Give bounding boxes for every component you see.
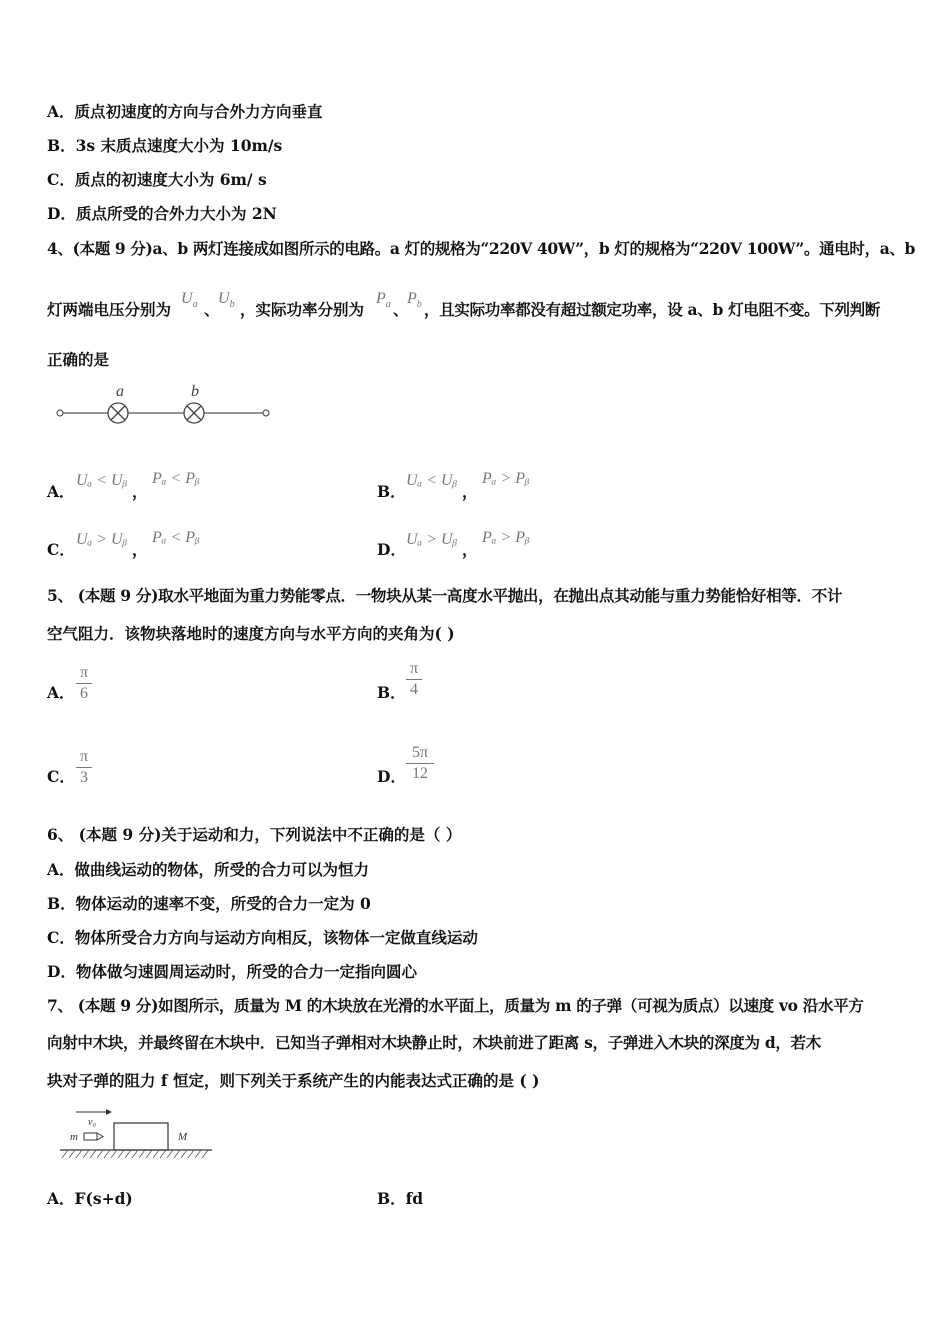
- q4-option-a-comma: ，: [132, 482, 148, 501]
- q4-option-a-p: Pₐ < Pᵦ: [152, 470, 200, 487]
- q5-option-a-fraction: [76, 664, 92, 703]
- q4-stem-line3: 正确的是: [47, 350, 110, 369]
- q5-option-a-label: A．: [47, 683, 75, 702]
- q5-option-c-den: 3: [80, 769, 88, 786]
- q4-stem-line2c: ，且实际功率都没有超过额定功率，设 a、b 灯电阻不变。下列判断: [424, 300, 881, 319]
- q5-option-b-fraction: [406, 660, 422, 699]
- q7-stem-line3: 块对子弹的阻力 f 恒定，则下列关于系统产生的内能表达式正确的是 ( ): [47, 1071, 540, 1090]
- q4-option-d-u: Uₐ > Uᵦ: [406, 531, 458, 548]
- q7-stem-line1: 7、 (本题 9 分)如图所示，质量为 M 的木块放在光滑的水平面上，质量为 m 的子弹（可视为质点）以速度 vo 沿水平方: [47, 996, 864, 1015]
- q4-option-d-p: Pₐ > Pᵦ: [482, 529, 530, 546]
- q5-stem-line1: 5、 (本题 9 分)取水平地面为重力势能零点．一物块从某一高度水平抛出，在抛出点其动能与重力势能恰好相等．不计: [47, 586, 843, 605]
- q5-option-d-label: D．: [377, 767, 406, 786]
- q7-option-b: B．fd: [377, 1189, 424, 1208]
- q3-option-d: D．质点所受的合外力大小为 2N: [47, 204, 277, 223]
- q6-option-c: C．物体所受合力方向与运动方向相反，该物体一定做直线运动: [47, 928, 478, 947]
- q4-pa-symbol: $P_a$: [376, 290, 391, 311]
- q4-sep-2: 、: [393, 300, 409, 319]
- q5-stem-line2: 空气阻力．该物块落地时的速度方向与水平方向的夹角为( ): [47, 624, 455, 643]
- block-mass-label: M: [178, 1131, 188, 1143]
- q4-option-b-comma: ，: [462, 482, 478, 501]
- wood-block: [114, 1123, 168, 1150]
- q5-option-b-den: 4: [410, 681, 418, 698]
- q3-option-c: C．质点的初速度大小为 6m/ s: [47, 170, 267, 189]
- q5-option-b-num: π: [409, 660, 419, 677]
- q4-option-c-u: Uₐ > Uᵦ: [76, 531, 128, 548]
- q6-option-b: B．物体运动的速率不变，所受的合力一定为 0: [47, 894, 371, 913]
- q4-stem-line2a: 灯两端电压分别为: [47, 300, 172, 319]
- q3-option-b: B．3s 末质点速度大小为 10m/s: [47, 136, 283, 155]
- velocity-label: v₀: [88, 1117, 96, 1128]
- q4-option-b-label: B．: [377, 482, 406, 501]
- q5-option-c-label: C．: [47, 767, 75, 786]
- q5-option-d-num: 5π: [411, 744, 429, 761]
- q6-option-d: D．物体做匀速圆周运动时，所受的合力一定指向圆心: [47, 962, 417, 981]
- q4-option-b-p: Pₐ > Pᵦ: [482, 470, 530, 487]
- q4-stem-line1: 4、(本题 9 分)a、b 两灯连接成如图所示的电路。a 灯的规格为“220V 40W”，b 灯的规格为“220V 100W”。通电时，a、b: [47, 239, 916, 258]
- q5-option-b-label: B．: [377, 683, 406, 702]
- q5-option-d-fraction: [406, 744, 434, 783]
- q5-option-c-num: π: [79, 748, 89, 765]
- q4-pb-symbol: $P_b$: [407, 290, 422, 311]
- q3-option-a: A．质点初速度的方向与合外力方向垂直: [47, 102, 323, 121]
- q4-option-b-u: Uₐ < Uᵦ: [406, 472, 458, 489]
- q4-option-d-label: D．: [377, 540, 406, 559]
- lamp-b-label: b: [191, 383, 199, 400]
- q4-option-a-label: A．: [47, 482, 75, 501]
- q5-option-c-fraction: [76, 748, 92, 787]
- q5-option-a-num: π: [79, 664, 89, 681]
- q4-stem-line2b: ，实际功率分别为: [240, 300, 365, 319]
- q4-option-d-comma: ，: [462, 540, 478, 559]
- bullet-icon: [84, 1133, 103, 1140]
- q4-sep-1: 、: [204, 300, 220, 319]
- q4-option-c-comma: ，: [132, 540, 148, 559]
- q7-stem-line2: 向射中木块，并最终留在木块中．已知当子弹相对木块静止时，木块前进了距离 s，子弹进入木块的深度为 d，若木: [47, 1033, 821, 1052]
- bullet-mass-label: m: [70, 1131, 78, 1143]
- q4-option-c-p: Pₐ < Pᵦ: [152, 529, 200, 546]
- q6-option-a: A．做曲线运动的物体，所受的合力可以为恒力: [47, 860, 370, 879]
- q4-ub-symbol: $U_b$: [218, 290, 235, 311]
- q4-circuit-diagram: [52, 380, 282, 430]
- lamp-a-label: a: [116, 383, 124, 400]
- q7-block-bullet-diagram: [56, 1106, 216, 1162]
- q4-option-a-u: Uₐ < Uᵦ: [76, 472, 128, 489]
- q4-ua-symbol: $U_a$: [181, 290, 198, 311]
- lamp-a-icon: [108, 403, 128, 423]
- q4-option-c-label: C．: [47, 540, 75, 559]
- q7-option-a: A．F(s+d): [47, 1189, 133, 1208]
- lamp-b-icon: [184, 403, 204, 423]
- q5-option-d-den: 12: [412, 765, 428, 782]
- ground-hatching: [62, 1150, 208, 1158]
- q5-option-a-den: 6: [80, 685, 88, 702]
- q6-stem: 6、 (本题 9 分)关于运动和力，下列说法中不正确的是（ ）: [47, 825, 462, 844]
